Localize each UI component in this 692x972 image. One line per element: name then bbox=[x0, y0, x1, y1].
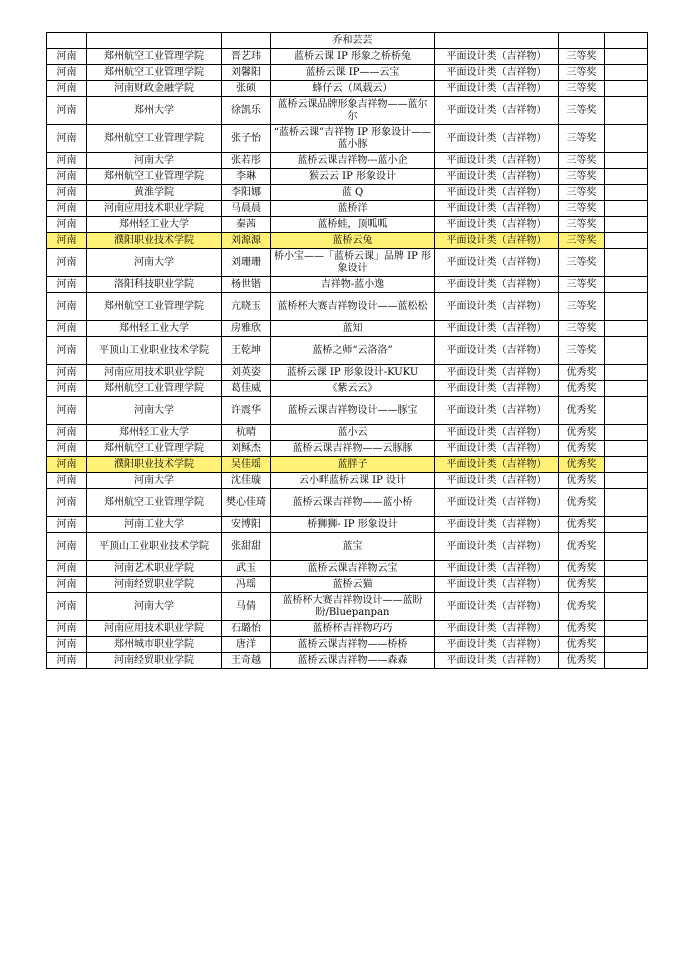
student-cell: 王奇越 bbox=[222, 653, 271, 669]
student-cell: 吴佳瑶 bbox=[222, 457, 271, 473]
category-cell: 平面设计类（吉祥物） bbox=[435, 217, 559, 233]
student-cell: 房雅欣 bbox=[222, 321, 271, 337]
blank-cell bbox=[605, 533, 648, 561]
province-cell: 河南 bbox=[47, 577, 87, 593]
student-cell: 武玉 bbox=[222, 561, 271, 577]
province-cell: 河南 bbox=[47, 365, 87, 381]
work-title-cell: 蓝桥云课吉祥物——森森 bbox=[271, 653, 435, 669]
award-cell: 优秀奖 bbox=[559, 489, 605, 517]
award-cell: 优秀奖 bbox=[559, 561, 605, 577]
blank-cell bbox=[605, 185, 648, 201]
province-cell: 河南 bbox=[47, 441, 87, 457]
work-title-cell: 蓝桥云课吉祥物——云豚豚 bbox=[271, 441, 435, 457]
award-cell: 优秀奖 bbox=[559, 365, 605, 381]
category-cell: 平面设计类（吉祥物） bbox=[435, 381, 559, 397]
school-cell: 郑州航空工业管理学院 bbox=[87, 169, 222, 185]
table-row bbox=[47, 533, 648, 561]
category-cell bbox=[435, 33, 559, 49]
work-title-cell: 蓝桥杯大赛吉祥物设计——蓝盼盼/Bluepanpan bbox=[271, 593, 435, 621]
blank-cell bbox=[605, 337, 648, 365]
category-cell: 平面设计类（吉祥物） bbox=[435, 233, 559, 249]
province-cell: 河南 bbox=[47, 457, 87, 473]
work-title-cell: 桥狮狮- IP 形象设计 bbox=[271, 517, 435, 533]
category-cell: 平面设计类（吉祥物） bbox=[435, 201, 559, 217]
work-title-cell: 云小畔蓝桥云课 IP 设计 bbox=[271, 473, 435, 489]
student-cell: 刘珊珊 bbox=[222, 249, 271, 277]
table-row bbox=[47, 185, 648, 201]
school-cell: 郑州航空工业管理学院 bbox=[87, 125, 222, 153]
award-cell: 三等奖 bbox=[559, 249, 605, 277]
student-cell: 唐洋 bbox=[222, 637, 271, 653]
category-cell: 平面设计类（吉祥物） bbox=[435, 169, 559, 185]
blank-cell bbox=[605, 33, 648, 49]
school-cell: 郑州航空工业管理学院 bbox=[87, 381, 222, 397]
table-row bbox=[47, 637, 648, 653]
province-cell: 河南 bbox=[47, 217, 87, 233]
school-cell: 河南大学 bbox=[87, 153, 222, 169]
blank-cell bbox=[605, 637, 648, 653]
school-cell: 郑州大学 bbox=[87, 97, 222, 125]
award-cell: 三等奖 bbox=[559, 153, 605, 169]
school-cell: 郑州航空工业管理学院 bbox=[87, 489, 222, 517]
school-cell: 濮阳职业技术学院 bbox=[87, 233, 222, 249]
blank-cell bbox=[605, 201, 648, 217]
category-cell: 平面设计类（吉祥物） bbox=[435, 293, 559, 321]
table-row bbox=[47, 125, 648, 153]
award-cell: 三等奖 bbox=[559, 169, 605, 185]
category-cell: 平面设计类（吉祥物） bbox=[435, 653, 559, 669]
province-cell: 河南 bbox=[47, 489, 87, 517]
student-cell: 李阳娜 bbox=[222, 185, 271, 201]
work-title-cell: 蓝桥云课 IP 形象之桥桥兔 bbox=[271, 49, 435, 65]
work-title-cell: 《紫云云》 bbox=[271, 381, 435, 397]
province-cell: 河南 bbox=[47, 185, 87, 201]
category-cell: 平面设计类（吉祥物） bbox=[435, 365, 559, 381]
school-cell: 平顶山工业职业技术学院 bbox=[87, 337, 222, 365]
work-title-cell: 蓝宝 bbox=[271, 533, 435, 561]
table-row bbox=[47, 561, 648, 577]
blank-cell bbox=[605, 321, 648, 337]
category-cell: 平面设计类（吉祥物） bbox=[435, 97, 559, 125]
student-cell: 刘馨阳 bbox=[222, 65, 271, 81]
category-cell: 平面设计类（吉祥物） bbox=[435, 489, 559, 517]
table-row bbox=[47, 65, 648, 81]
work-title-cell: “蓝桥云课”吉祥物 IP 形象设计——蓝小豚 bbox=[271, 125, 435, 153]
school-cell: 平顶山工业职业技术学院 bbox=[87, 533, 222, 561]
category-cell: 平面设计类（吉祥物） bbox=[435, 577, 559, 593]
work-title-cell: 蓝桥洋 bbox=[271, 201, 435, 217]
table-row bbox=[47, 381, 648, 397]
award-cell bbox=[559, 33, 605, 49]
blank-cell bbox=[605, 425, 648, 441]
student-cell: 刘稣杰 bbox=[222, 441, 271, 457]
award-cell: 优秀奖 bbox=[559, 653, 605, 669]
work-title-cell: 蓝桥杯吉祥物巧巧 bbox=[271, 621, 435, 637]
province-cell: 河南 bbox=[47, 153, 87, 169]
province-cell bbox=[47, 33, 87, 49]
table-row bbox=[47, 217, 648, 233]
table-row bbox=[47, 153, 648, 169]
student-cell: 杨世锴 bbox=[222, 277, 271, 293]
category-cell: 平面设计类（吉祥物） bbox=[435, 637, 559, 653]
province-cell: 河南 bbox=[47, 97, 87, 125]
blank-cell bbox=[605, 441, 648, 457]
student-cell: 张子怡 bbox=[222, 125, 271, 153]
award-cell: 三等奖 bbox=[559, 217, 605, 233]
table-row bbox=[47, 441, 648, 457]
work-title-cell: 乔和芸芸 bbox=[271, 33, 435, 49]
school-cell: 河南应用技术职业学院 bbox=[87, 365, 222, 381]
category-cell: 平面设计类（吉祥物） bbox=[435, 277, 559, 293]
blank-cell bbox=[605, 621, 648, 637]
province-cell: 河南 bbox=[47, 533, 87, 561]
province-cell: 河南 bbox=[47, 49, 87, 65]
province-cell: 河南 bbox=[47, 473, 87, 489]
award-cell: 优秀奖 bbox=[559, 473, 605, 489]
student-cell: 张硕 bbox=[222, 81, 271, 97]
category-cell: 平面设计类（吉祥物） bbox=[435, 473, 559, 489]
work-title-cell: 桥小宝——「蓝桥云课」品牌 IP 形象设计 bbox=[271, 249, 435, 277]
school-cell: 濮阳职业技术学院 bbox=[87, 457, 222, 473]
award-cell: 优秀奖 bbox=[559, 425, 605, 441]
award-cell: 优秀奖 bbox=[559, 533, 605, 561]
work-title-cell: 蓝桥之师“云洛洛” bbox=[271, 337, 435, 365]
table-row bbox=[47, 473, 648, 489]
school-cell: 郑州轻工业大学 bbox=[87, 217, 222, 233]
blank-cell bbox=[605, 125, 648, 153]
school-cell: 郑州轻工业大学 bbox=[87, 425, 222, 441]
table-row bbox=[47, 517, 648, 533]
table-row bbox=[47, 397, 648, 425]
province-cell: 河南 bbox=[47, 65, 87, 81]
blank-cell bbox=[605, 217, 648, 233]
award-cell: 三等奖 bbox=[559, 65, 605, 81]
school-cell: 河南经贸职业学院 bbox=[87, 577, 222, 593]
school-cell: 河南艺术职业学院 bbox=[87, 561, 222, 577]
table-row bbox=[47, 201, 648, 217]
work-title-cell: 蓝桥云课吉祥物---蓝小企 bbox=[271, 153, 435, 169]
province-cell: 河南 bbox=[47, 337, 87, 365]
blank-cell bbox=[605, 593, 648, 621]
student-cell: 李琳 bbox=[222, 169, 271, 185]
work-title-cell: 蓝桥杯大赛吉祥物设计——蓝松松 bbox=[271, 293, 435, 321]
category-cell: 平面设计类（吉祥物） bbox=[435, 425, 559, 441]
table-row bbox=[47, 293, 648, 321]
work-title-cell: 蓝桥云课 IP——云宝 bbox=[271, 65, 435, 81]
award-cell: 三等奖 bbox=[559, 97, 605, 125]
blank-cell bbox=[605, 397, 648, 425]
blank-cell bbox=[605, 249, 648, 277]
province-cell: 河南 bbox=[47, 233, 87, 249]
award-cell: 三等奖 bbox=[559, 81, 605, 97]
category-cell: 平面设计类（吉祥物） bbox=[435, 517, 559, 533]
blank-cell bbox=[605, 561, 648, 577]
blank-cell bbox=[605, 517, 648, 533]
award-cell: 优秀奖 bbox=[559, 397, 605, 425]
student-cell: 亢晓玉 bbox=[222, 293, 271, 321]
student-cell: 张若彤 bbox=[222, 153, 271, 169]
school-cell: 郑州城市职业学院 bbox=[87, 637, 222, 653]
category-cell: 平面设计类（吉祥物） bbox=[435, 533, 559, 561]
table-row bbox=[47, 97, 648, 125]
work-title-cell: 蓝桥云课吉祥物——桥桥 bbox=[271, 637, 435, 653]
table-row bbox=[47, 653, 648, 669]
table-row bbox=[47, 277, 648, 293]
blank-cell bbox=[605, 489, 648, 517]
province-cell: 河南 bbox=[47, 517, 87, 533]
province-cell: 河南 bbox=[47, 125, 87, 153]
awards-table bbox=[46, 32, 648, 669]
province-cell: 河南 bbox=[47, 425, 87, 441]
school-cell: 河南应用技术职业学院 bbox=[87, 621, 222, 637]
award-cell: 优秀奖 bbox=[559, 637, 605, 653]
blank-cell bbox=[605, 233, 648, 249]
blank-cell bbox=[605, 365, 648, 381]
work-title-cell: 蓝桥云课品牌形象吉祥物——蓝尔尔 bbox=[271, 97, 435, 125]
province-cell: 河南 bbox=[47, 249, 87, 277]
student-cell: 葛佳威 bbox=[222, 381, 271, 397]
student-cell: 秦茜 bbox=[222, 217, 271, 233]
student-cell: 晋艺玮 bbox=[222, 49, 271, 65]
province-cell: 河南 bbox=[47, 621, 87, 637]
school-cell bbox=[87, 33, 222, 49]
table-row bbox=[47, 593, 648, 621]
award-cell: 优秀奖 bbox=[559, 441, 605, 457]
province-cell: 河南 bbox=[47, 561, 87, 577]
blank-cell bbox=[605, 473, 648, 489]
blank-cell bbox=[605, 457, 648, 473]
school-cell: 洛阳科技职业学院 bbox=[87, 277, 222, 293]
province-cell: 河南 bbox=[47, 397, 87, 425]
student-cell: 马倩 bbox=[222, 593, 271, 621]
category-cell: 平面设计类（吉祥物） bbox=[435, 321, 559, 337]
table-row bbox=[47, 365, 648, 381]
school-cell: 河南大学 bbox=[87, 473, 222, 489]
blank-cell bbox=[605, 65, 648, 81]
award-cell: 三等奖 bbox=[559, 321, 605, 337]
award-cell: 三等奖 bbox=[559, 185, 605, 201]
category-cell: 平面设计类（吉祥物） bbox=[435, 561, 559, 577]
category-cell: 平面设计类（吉祥物） bbox=[435, 65, 559, 81]
school-cell: 郑州航空工业管理学院 bbox=[87, 49, 222, 65]
school-cell: 河南财政金融学院 bbox=[87, 81, 222, 97]
category-cell: 平面设计类（吉祥物） bbox=[435, 457, 559, 473]
school-cell: 郑州轻工业大学 bbox=[87, 321, 222, 337]
award-cell: 优秀奖 bbox=[559, 381, 605, 397]
student-cell bbox=[222, 33, 271, 49]
blank-cell bbox=[605, 49, 648, 65]
award-cell: 三等奖 bbox=[559, 49, 605, 65]
student-cell: 冯瑶 bbox=[222, 577, 271, 593]
school-cell: 郑州航空工业管理学院 bbox=[87, 293, 222, 321]
school-cell: 河南大学 bbox=[87, 249, 222, 277]
work-title-cell: 蓝知 bbox=[271, 321, 435, 337]
blank-cell bbox=[605, 81, 648, 97]
table-row bbox=[47, 337, 648, 365]
school-cell: 河南大学 bbox=[87, 593, 222, 621]
blank-cell bbox=[605, 577, 648, 593]
work-title-cell: 蓝桥云猫 bbox=[271, 577, 435, 593]
student-cell: 徐凯乐 bbox=[222, 97, 271, 125]
table-row bbox=[47, 425, 648, 441]
table-row bbox=[47, 169, 648, 185]
province-cell: 河南 bbox=[47, 201, 87, 217]
student-cell: 张甜甜 bbox=[222, 533, 271, 561]
category-cell: 平面设计类（吉祥物） bbox=[435, 125, 559, 153]
blank-cell bbox=[605, 169, 648, 185]
work-title-cell: 蓝小云 bbox=[271, 425, 435, 441]
student-cell: 樊心佳琦 bbox=[222, 489, 271, 517]
table-row bbox=[47, 577, 648, 593]
work-title-cell: 猴云云 IP 形象设计 bbox=[271, 169, 435, 185]
school-cell: 黄淮学院 bbox=[87, 185, 222, 201]
work-title-cell: 蓝桥云兔 bbox=[271, 233, 435, 249]
province-cell: 河南 bbox=[47, 381, 87, 397]
student-cell: 刘英姿 bbox=[222, 365, 271, 381]
work-title-cell: 蓝桥云课吉祥物云宝 bbox=[271, 561, 435, 577]
award-cell: 三等奖 bbox=[559, 233, 605, 249]
table-row bbox=[47, 49, 648, 65]
blank-cell bbox=[605, 653, 648, 669]
award-cell: 三等奖 bbox=[559, 201, 605, 217]
student-cell: 沈佳璇 bbox=[222, 473, 271, 489]
province-cell: 河南 bbox=[47, 81, 87, 97]
blank-cell bbox=[605, 293, 648, 321]
category-cell: 平面设计类（吉祥物） bbox=[435, 441, 559, 457]
award-cell: 优秀奖 bbox=[559, 457, 605, 473]
work-title-cell: 蓝桥云课吉祥物——蓝小桥 bbox=[271, 489, 435, 517]
student-cell: 杭晴 bbox=[222, 425, 271, 441]
school-cell: 河南工业大学 bbox=[87, 517, 222, 533]
province-cell: 河南 bbox=[47, 277, 87, 293]
blank-cell bbox=[605, 97, 648, 125]
province-cell: 河南 bbox=[47, 293, 87, 321]
table-row bbox=[47, 457, 648, 473]
award-cell: 优秀奖 bbox=[559, 593, 605, 621]
student-cell: 马晨晨 bbox=[222, 201, 271, 217]
student-cell: 刘源源 bbox=[222, 233, 271, 249]
award-cell: 三等奖 bbox=[559, 337, 605, 365]
award-cell: 三等奖 bbox=[559, 125, 605, 153]
table-row bbox=[47, 33, 648, 49]
work-title-cell: 蓝桥蛙，顶呱呱 bbox=[271, 217, 435, 233]
school-cell: 河南经贸职业学院 bbox=[87, 653, 222, 669]
category-cell: 平面设计类（吉祥物） bbox=[435, 249, 559, 277]
work-title-cell: 蓝桥云课吉祥物设计——豚宝 bbox=[271, 397, 435, 425]
province-cell: 河南 bbox=[47, 593, 87, 621]
award-cell: 三等奖 bbox=[559, 293, 605, 321]
table-row bbox=[47, 249, 648, 277]
school-cell: 郑州航空工业管理学院 bbox=[87, 441, 222, 457]
table-row bbox=[47, 233, 648, 249]
table-row bbox=[47, 321, 648, 337]
work-title-cell: 蓝桥云课 IP 形象设计-KUKU bbox=[271, 365, 435, 381]
category-cell: 平面设计类（吉祥物） bbox=[435, 593, 559, 621]
table-row bbox=[47, 621, 648, 637]
table-row bbox=[47, 81, 648, 97]
blank-cell bbox=[605, 381, 648, 397]
work-title-cell: 蜂仔云（凤载云） bbox=[271, 81, 435, 97]
province-cell: 河南 bbox=[47, 169, 87, 185]
category-cell: 平面设计类（吉祥物） bbox=[435, 621, 559, 637]
work-title-cell: 蓝胖子 bbox=[271, 457, 435, 473]
award-cell: 优秀奖 bbox=[559, 517, 605, 533]
school-cell: 郑州航空工业管理学院 bbox=[87, 65, 222, 81]
category-cell: 平面设计类（吉祥物） bbox=[435, 153, 559, 169]
province-cell: 河南 bbox=[47, 321, 87, 337]
category-cell: 平面设计类（吉祥物） bbox=[435, 81, 559, 97]
province-cell: 河南 bbox=[47, 653, 87, 669]
work-title-cell: 蓝 Q bbox=[271, 185, 435, 201]
category-cell: 平面设计类（吉祥物） bbox=[435, 397, 559, 425]
award-cell: 三等奖 bbox=[559, 277, 605, 293]
award-cell: 优秀奖 bbox=[559, 621, 605, 637]
category-cell: 平面设计类（吉祥物） bbox=[435, 185, 559, 201]
student-cell: 王乾坤 bbox=[222, 337, 271, 365]
school-cell: 河南应用技术职业学院 bbox=[87, 201, 222, 217]
work-title-cell: 吉祥物-蓝小逸 bbox=[271, 277, 435, 293]
blank-cell bbox=[605, 277, 648, 293]
category-cell: 平面设计类（吉祥物） bbox=[435, 49, 559, 65]
province-cell: 河南 bbox=[47, 637, 87, 653]
school-cell: 河南大学 bbox=[87, 397, 222, 425]
awards-table-body bbox=[47, 33, 648, 669]
blank-cell bbox=[605, 153, 648, 169]
category-cell: 平面设计类（吉祥物） bbox=[435, 337, 559, 365]
table-row bbox=[47, 489, 648, 517]
student-cell: 许震华 bbox=[222, 397, 271, 425]
award-cell: 优秀奖 bbox=[559, 577, 605, 593]
student-cell: 石璐怡 bbox=[222, 621, 271, 637]
student-cell: 安博阳 bbox=[222, 517, 271, 533]
